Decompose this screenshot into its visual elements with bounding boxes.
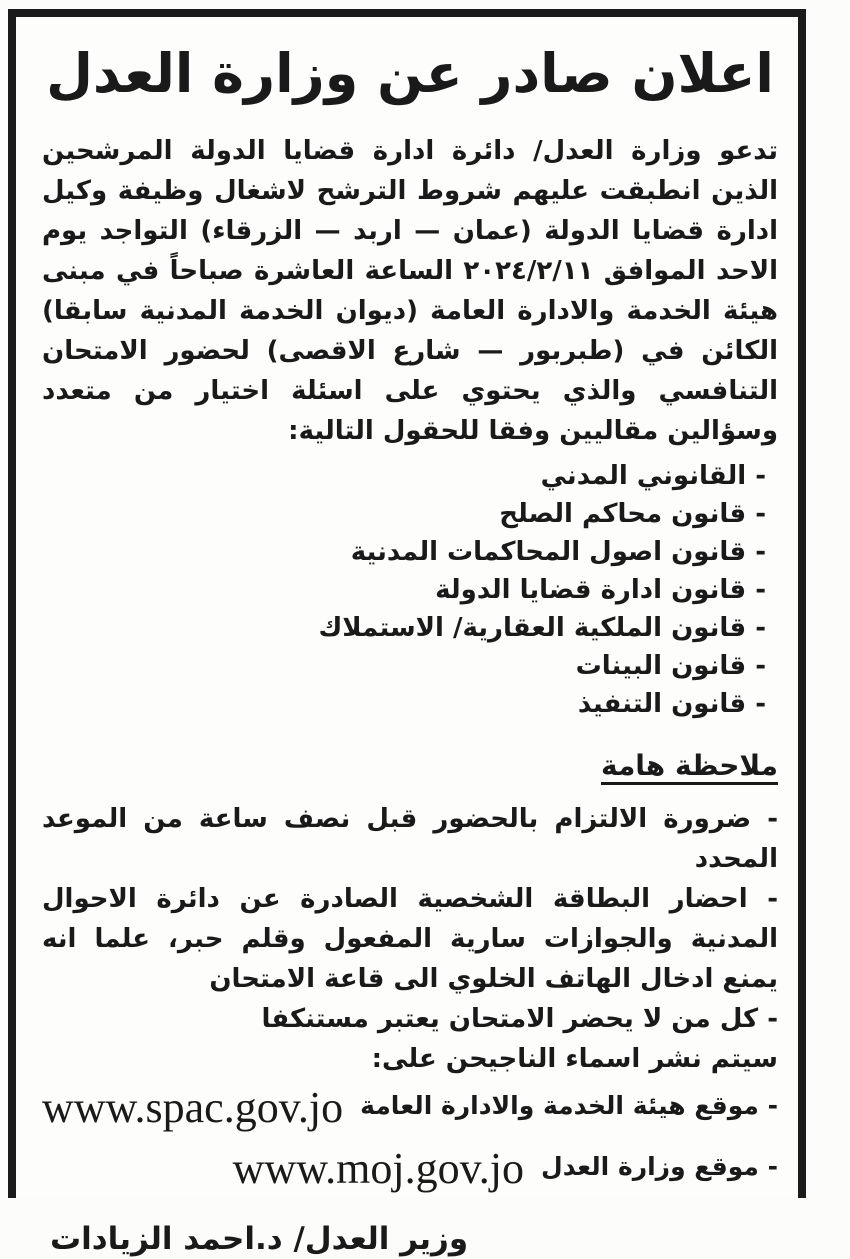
note-item: - ضرورة الالتزام بالحضور قبل نصف ساعة من الموعد المحدد	[42, 804, 778, 875]
note-item: - كل من لا يحضر الامتحان يعتبر مستنكفا	[261, 1004, 778, 1035]
list-item: - قانون اصول المحاكمات المدنية	[350, 537, 766, 568]
website-line-moj	[42, 1142, 778, 1201]
website-url: www.spac.gov.jo	[42, 1083, 344, 1133]
exam-fields-list	[42, 457, 778, 723]
list-item: - قانون البينات	[575, 651, 766, 682]
note-item: - احضار البطاقة الشخصية الصادرة عن دائرة الاحوال المدنية والجوازات سارية المفعول وقلم حبر، علما انه يمنع ادخال الهاتف الخلوي الى قاعة الامتحان	[42, 884, 778, 995]
list-item: - قانون ادارة قضايا الدولة	[435, 575, 766, 606]
website-url: www.moj.gov.jo	[232, 1144, 524, 1194]
list-item: - قانون محاكم الصلح	[499, 499, 766, 530]
intro-paragraph: تدعو وزارة العدل/ دائرة ادارة قضايا الدولة المرشحين الذين انطبقت عليهم شروط الترشح لاشغال وظيفة وكيل ادارة قضايا الدولة (عمان — اربد — الزرقاء) التواجد يوم الاحد الموافق ٢٠٢٤/٢/١١ الساعة العاشرة صباحاً في مبنى هيئة الخدمة والادارة العامة (ديوان الخدمة المدنية سابقا) الكائن في (طبربور — شارع الاقصى) لحضور الامتحان التنافسي والذي يحتوي على اسئلة اختيار من متعدد وسؤالين مقاليين وفقا للحقول التالية:	[42, 136, 778, 447]
website-label: - موقع وزارة العدل	[541, 1152, 778, 1182]
list-item: - قانون الملكية العقارية/ الاستملاك	[318, 613, 766, 644]
notes-section	[42, 799, 778, 1079]
website-label: - موقع هيئة الخدمة والادارة العامة	[360, 1091, 778, 1121]
page-title: اعلان صادر عن وزارة العدل	[46, 42, 774, 105]
list-item: - القانوني المدني	[540, 461, 766, 492]
minister-signature: وزير العدل/ د.احمد الزيادات	[50, 1221, 469, 1258]
list-item: - قانون التنفيذ	[577, 689, 766, 720]
publish-line: سيتم نشر اسماء الناجيحن على:	[371, 1044, 778, 1075]
important-note-heading: ملاحظة هامة	[600, 749, 778, 783]
announcement-frame	[8, 9, 806, 1258]
website-line-spac	[42, 1081, 778, 1140]
